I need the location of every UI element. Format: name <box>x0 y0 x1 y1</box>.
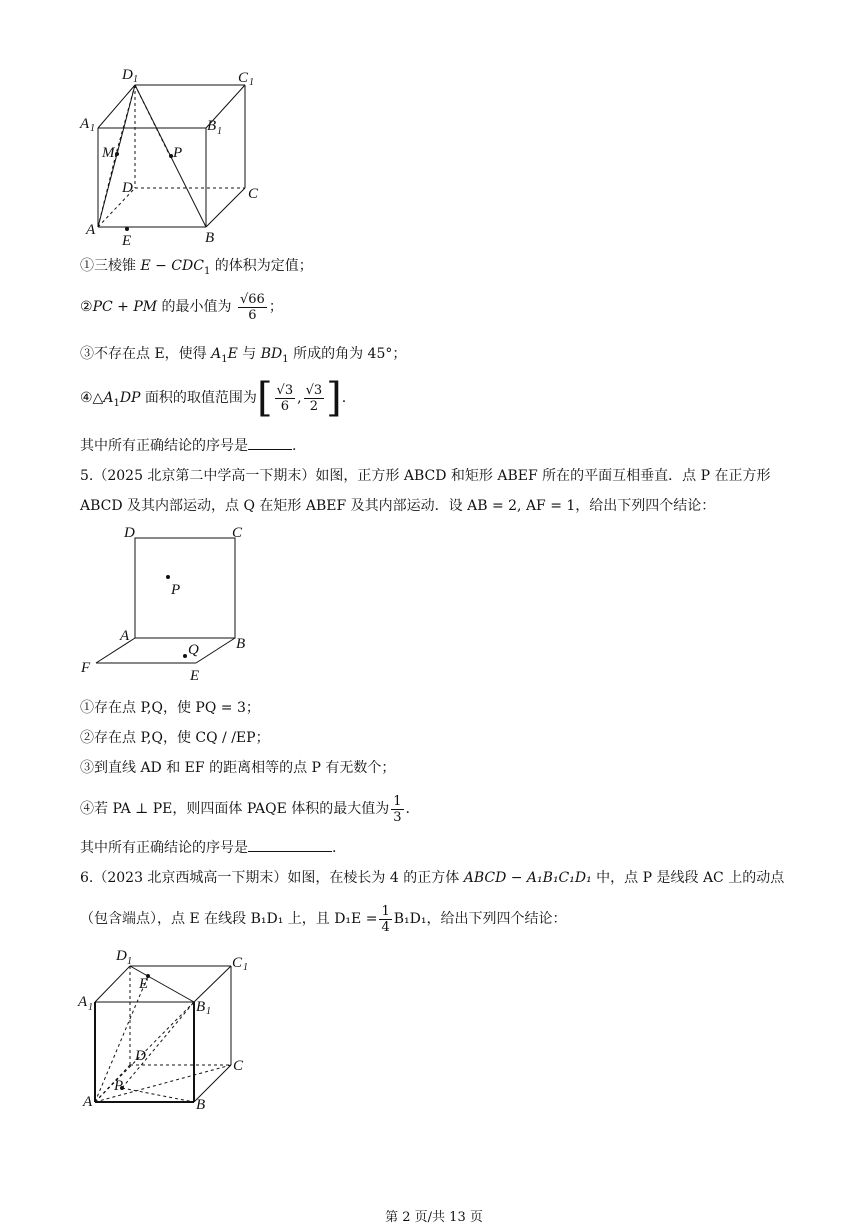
fraction-sqrt66-over-6: $\frac{√66}{6}$ <box>240 291 265 323</box>
figure-cube-2 <box>78 944 278 1124</box>
q4-statement-1: ①三棱锥 $E - CDC_1$ 的体积为定值； <box>80 258 313 277</box>
q5-statement-2: ②存在点 P,Q，使 CQ / /EP； <box>80 730 270 746</box>
point-p <box>166 575 170 579</box>
label-c: C <box>248 186 259 202</box>
q6-stem-line-1: 6.（2023 北京西城高一下期末）如图，在棱长为 4 的正方体 ABCD − A₁B₁C₁D₁ 中，点 P 是线段 AC 上的动点 <box>80 870 785 886</box>
label-a: A <box>83 1094 93 1110</box>
label-a: A <box>86 222 96 238</box>
point-m <box>115 152 119 156</box>
label-c: C <box>233 1058 244 1074</box>
label-m: M <box>102 145 115 161</box>
label-c: C <box>232 525 243 541</box>
svg-text:1: 1 <box>127 956 132 967</box>
page-footer: 第 2 页/共 13 页 <box>385 1210 483 1225</box>
label-e: E <box>139 976 149 992</box>
label-b: B <box>196 1097 206 1113</box>
q4-statement-3: ③不存在点 E，使得 $A_1E$ 与 $BD_1$ 所成的角为 45°； <box>80 346 407 365</box>
label-b1: B <box>196 999 206 1015</box>
svg-text:1: 1 <box>206 1006 211 1017</box>
label-e: E <box>122 233 132 249</box>
q4-answer-prompt: 其中所有正确结论的序号是 . <box>80 438 297 454</box>
label-f: F <box>81 660 91 676</box>
svg-text:1: 1 <box>88 1002 93 1013</box>
label-c1: C <box>232 955 243 971</box>
svg-text:1: 1 <box>133 74 138 85</box>
label-p: P <box>173 145 183 161</box>
label-q: Q <box>188 642 199 658</box>
q5-statement-4: ④若 PA ⊥ PE，则四面体 PAQE 体积的最大值为 $\frac{1}{3}$ . <box>80 793 410 825</box>
label-a1: A <box>80 116 90 132</box>
label-d1: D <box>122 67 133 83</box>
label-b1: B <box>207 118 217 134</box>
q5-answer-prompt: 其中所有正确结论的序号是 . <box>80 840 337 856</box>
q4-statement-4: $④\triangle A_1DP$ 面积的取值范围为[ $\frac{√3}{6}$ , $\frac{√3}{2}$ ]. <box>80 375 347 421</box>
figure-cube-1 <box>80 62 280 252</box>
label-d1: D <box>116 948 127 964</box>
answer-blank[interactable] <box>248 437 292 450</box>
label-d: D <box>124 525 135 541</box>
label-p: P <box>171 582 181 598</box>
q5-statement-3: ③到直线 AD 和 EF 的距离相等的点 P 有无数个； <box>80 760 396 776</box>
label-b: B <box>236 636 246 652</box>
label-d: D <box>122 180 133 196</box>
figure-square-rectangle <box>78 520 278 690</box>
svg-text:1: 1 <box>243 962 248 973</box>
point-e <box>125 227 129 231</box>
svg-text:1: 1 <box>217 126 222 137</box>
q5-stem-line-2: ABCD 及其内部运动，点 Q 在矩形 ABEF 及其内部运动．设 AB = 2, AF = 1，给出下列四个结论： <box>80 498 716 514</box>
answer-blank[interactable] <box>248 839 332 852</box>
q5-stem-line-1: 5.（2025 北京第二中学高一下期末）如图，正方形 ABCD 和矩形 ABEF 所在的平面互相垂直．点 P 在正方形 <box>80 468 771 484</box>
label-d: D <box>135 1048 146 1064</box>
label-e: E <box>190 668 200 684</box>
label-p: P <box>114 1078 124 1094</box>
label-c1: C <box>238 70 249 86</box>
svg-text:1: 1 <box>249 77 254 88</box>
label-a1: A <box>78 994 88 1010</box>
q5-statement-1: ①存在点 P,Q，使 PQ = 3； <box>80 700 260 716</box>
label-a: A <box>120 628 130 644</box>
label-b: B <box>205 230 215 246</box>
svg-text:1: 1 <box>90 123 95 134</box>
q4-statement-2: ②PC + PM 的最小值为 $\frac{√66}{6}$ ； <box>80 291 283 323</box>
point-q <box>183 654 187 658</box>
q6-stem-line-2: （包含端点），点 E 在线段 B₁D₁ 上，且 D₁E = $\frac{1}{4}$ B₁D₁，给出下列四个结论： <box>80 903 567 935</box>
